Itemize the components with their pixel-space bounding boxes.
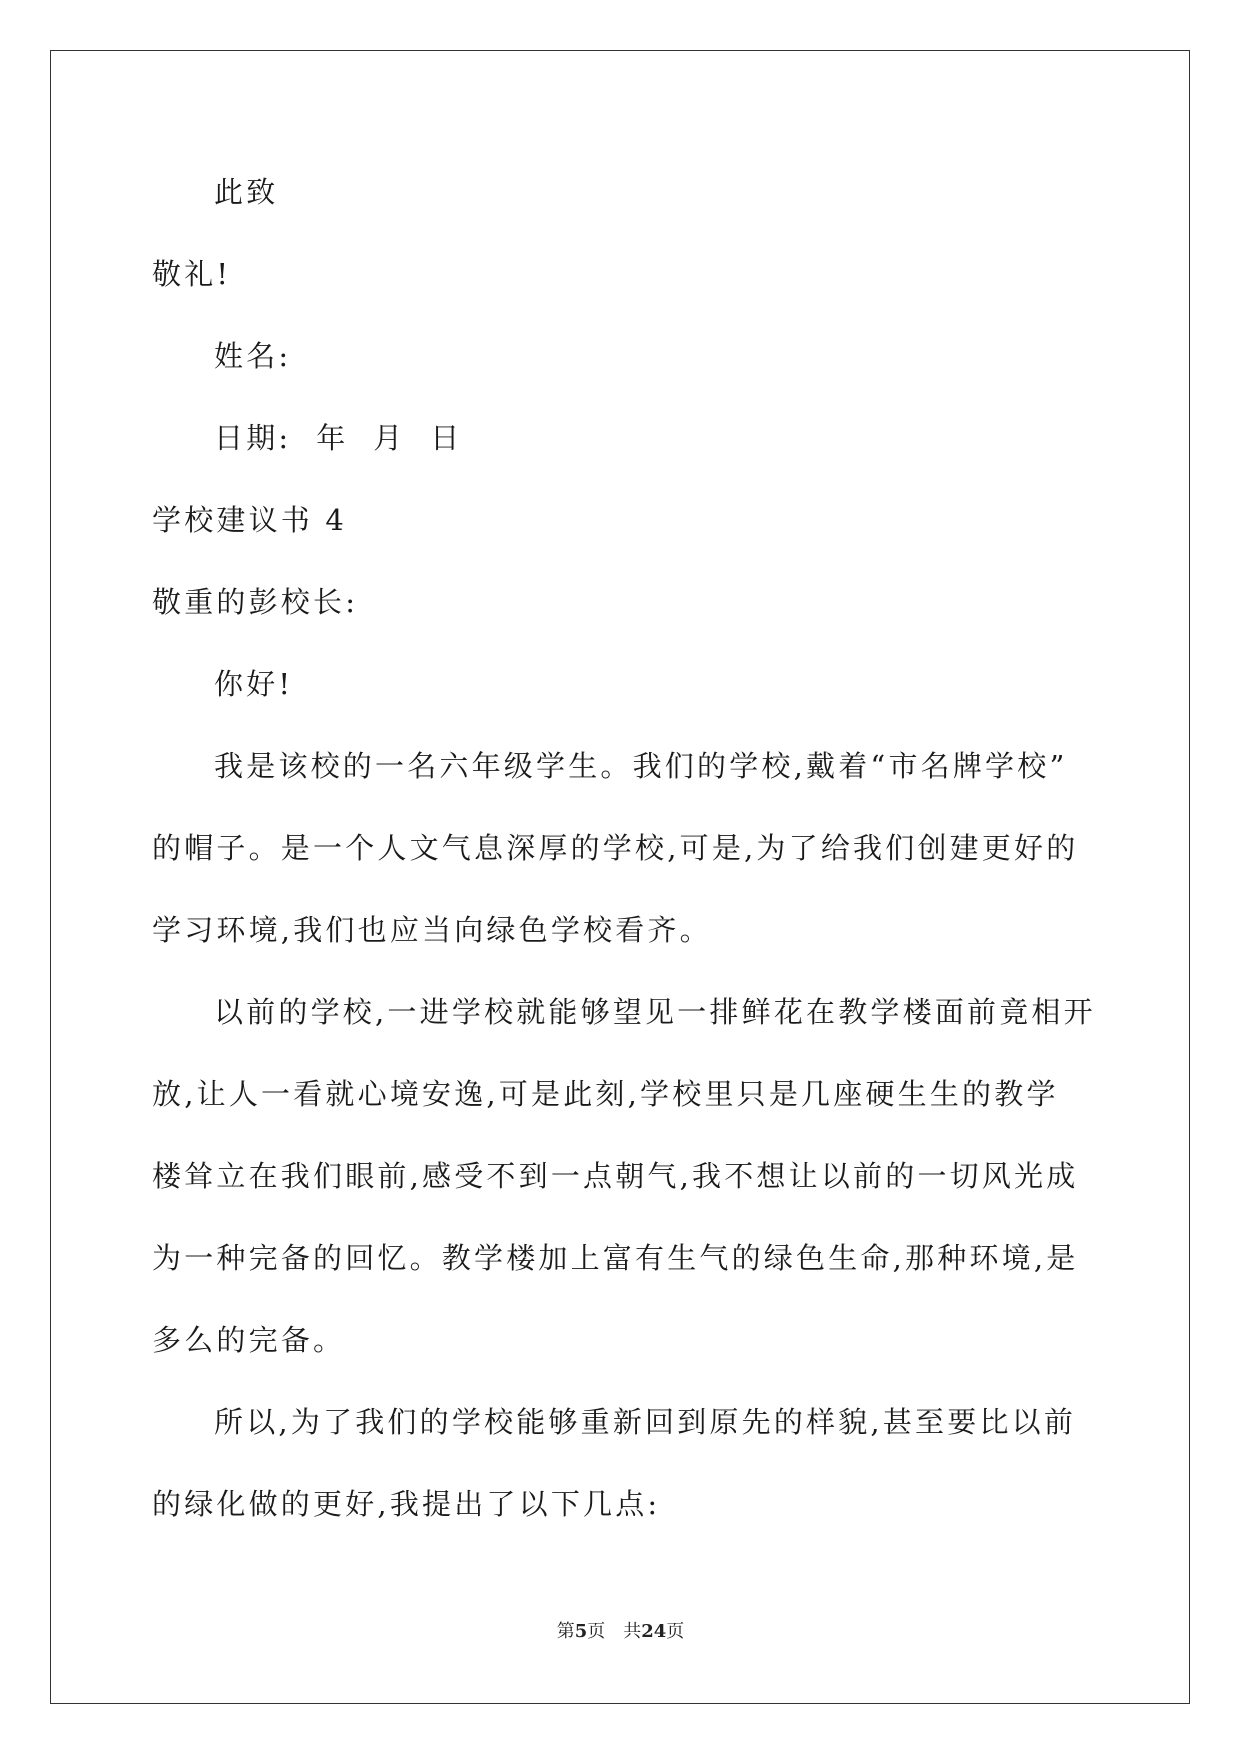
closing-regards: 敬礼!	[152, 257, 232, 291]
total-suffix: 页	[666, 1621, 685, 1642]
body-line: 以前的学校,一进学校就能够望见一排鲜花在教学楼面前竟相开	[214, 995, 1096, 1029]
body-line: 为一种完备的回忆。教学楼加上富有生气的绿色生命,那种环境,是	[152, 1241, 1079, 1275]
page-border	[50, 50, 1190, 1704]
page-footer	[0, 1620, 1241, 1644]
body-line: 楼耸立在我们眼前,感受不到一点朝气,我不想让以前的一切风光成	[152, 1159, 1079, 1193]
page-prefix: 第	[556, 1621, 575, 1642]
body-line: 所以,为了我们的学校能够重新回到原先的样貌,甚至要比以前	[214, 1405, 1077, 1439]
body-line: 的绿化做的更好,我提出了以下几点:	[152, 1487, 661, 1521]
page-number: 5	[574, 1621, 588, 1642]
signature-name: 姓名:	[214, 339, 292, 373]
total-pages: 24	[641, 1621, 667, 1642]
body-line: 放,让人一看就心境安逸,可是此刻,学校里只是几座硬生生的教学	[152, 1077, 1059, 1111]
body-line: 学习环境,我们也应当向绿色学校看齐。	[152, 913, 712, 947]
total-prefix: 共	[623, 1621, 642, 1642]
body-line: 多么的完备。	[152, 1323, 346, 1357]
closing-salutation: 此致	[214, 175, 279, 209]
letter-greeting-recipient: 敬重的彭校长:	[152, 585, 359, 619]
page-suffix: 页	[587, 1621, 606, 1642]
body-line: 的帽子。是一个人文气息深厚的学校,可是,为了给我们创建更好的	[152, 831, 1079, 865]
body-line: 我是该校的一名六年级学生。我们的学校,戴着“市名牌学校”	[214, 749, 1068, 783]
signature-date: 日期: 年 月 日	[214, 421, 463, 455]
letter-greeting: 你好!	[214, 667, 294, 701]
section-title: 学校建议书 4	[152, 503, 348, 537]
